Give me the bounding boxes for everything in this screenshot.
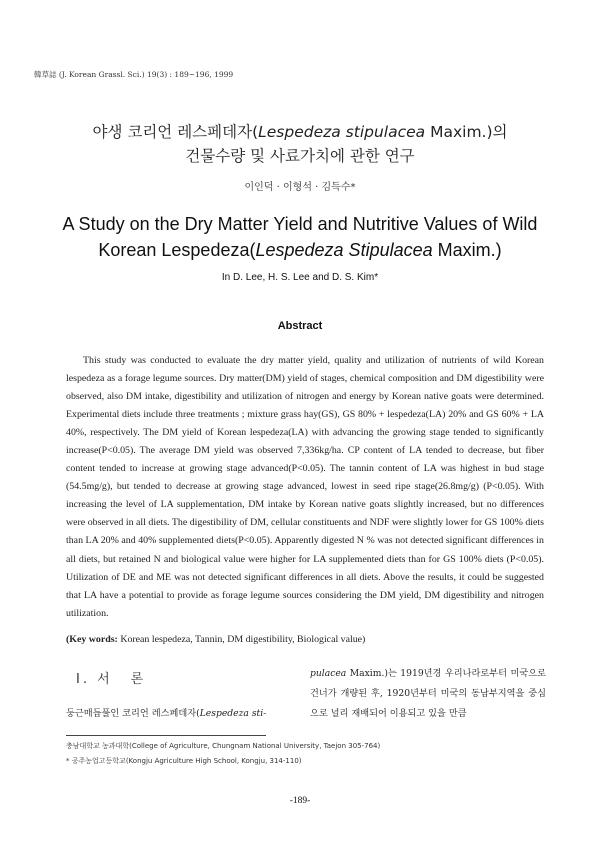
korean-authors: 이인덕 · 이형석 · 김득수*: [244, 182, 356, 193]
english-title-pre: Korean Lespedeza(: [98, 240, 256, 260]
abstract-heading: Abstract: [277, 320, 323, 332]
intro-right-text: Maxim.)는 1919년경 우리나라로부터 미국으로 건너가 개량된 후, 1920년부터 미국의 동남부지역을 중심으로 널리 재배되어 이용되고 있을 만큼: [310, 668, 546, 719]
keywords-list: Korean lespedeza, Tannin, DM digestibility, Biological value): [117, 634, 366, 645]
footnote-affiliation-2: * 공주농업고등학교(Kongju Agriculture High School, Kongju, 314-110): [66, 757, 302, 765]
keywords-label: (Key words:: [66, 634, 118, 645]
footnotes: [66, 739, 380, 769]
korean-title-post: Maxim.)의: [425, 123, 508, 141]
intro-left-column: [66, 704, 296, 724]
section-number: Ⅰ.: [76, 672, 90, 687]
korean-title-line-2: 건물수량 및 사료가치에 관한 연구: [185, 147, 415, 165]
english-title-post: Maxim.): [432, 240, 502, 260]
section-word-2: 론: [130, 672, 147, 687]
english-authors: In D. Lee, H. S. Lee and D. S. Kim*: [221, 272, 379, 283]
section-heading-introduction: [76, 668, 146, 687]
intro-left-text: 둥근매듭풀인 코리언 레스페데자(: [66, 708, 200, 719]
footnote-affiliation-1: 충남대학교 농과대학(College of Agriculture, Chungnam National University, Taejon 305-764): [66, 742, 381, 750]
intro-right-column: [310, 664, 546, 724]
abstract-body: This study was conducted to evaluate the dry matter yield, quality and utilization of nutrients of wild Korean lespedeza as a forage legume sources. Dry matter(DM) yield of stages, chemical composition and DM digestibility were observed, also DM intake, digestibility and utilization of nitrogen and energy by Korean native goats were determined. Experimental diets include three treatments ; mixture grass hay(GS), GS 80% + lespedeza(LA) 20% and GS 60% + LA 40%, respectively. The DM yield of Korean lespedeza(LA) with advancing the growing stage tended to significantly increase(P<0.05). The average DM yield was observed 7,336kg/ha. CP content of LA tended to decrease, but fiber content tended to increase at growing stage advanced(P<0.05). The tannin content of LA was highest in bud stage (54.5mg/g), but tended to decrease at growing stage advanced, lowest in seed ripe stage(26.8mg/g) (P<0.05). With increasing the level of LA supplementation, DM intake by Korean native goats slightly increased, but no differences were observed in all diets. The digestibility of DM, cellular constituents and NDF were slightly lower for GS 100% diets than LA 20% and 40% supplemented diets(P<0.05). Apparently digested N % was not detected significant differences in all diets, but retained N and biological value were higher for LA supplemented diets than for GS 100% diets (P<0.05). Utilization of DE and ME was not detected significant differences in all diets. Above the results, it could be suggested that LA have a potential to provide as forage legume sources considering the DM yield, DM digestibility and nitrogen utilization.: [66, 355, 544, 619]
keywords: [66, 634, 544, 645]
journal-reference: 韓草誌 (J. Korean Grassl. Sci.) 19(3) : 189~196, 1999: [34, 70, 234, 79]
korean-title-pre: 야생 코리언 레스페데자(: [92, 123, 259, 141]
english-title-line-2: [0, 240, 600, 261]
intro-right-species: pulacea: [310, 668, 347, 679]
footnote-rule: [66, 735, 266, 736]
page-number: -189-: [289, 796, 311, 806]
intro-left-species: Lespedeza sti-: [199, 708, 267, 719]
korean-title-line-1: [0, 120, 600, 142]
section-word-1: 서: [97, 672, 113, 687]
english-title-species: Lespedeza Stipulacea: [255, 240, 433, 260]
korean-title-species: Lespedeza stipulacea: [258, 123, 426, 141]
english-title-line-1: A Study on the Dry Matter Yield and Nutritive Values of Wild: [62, 214, 538, 234]
